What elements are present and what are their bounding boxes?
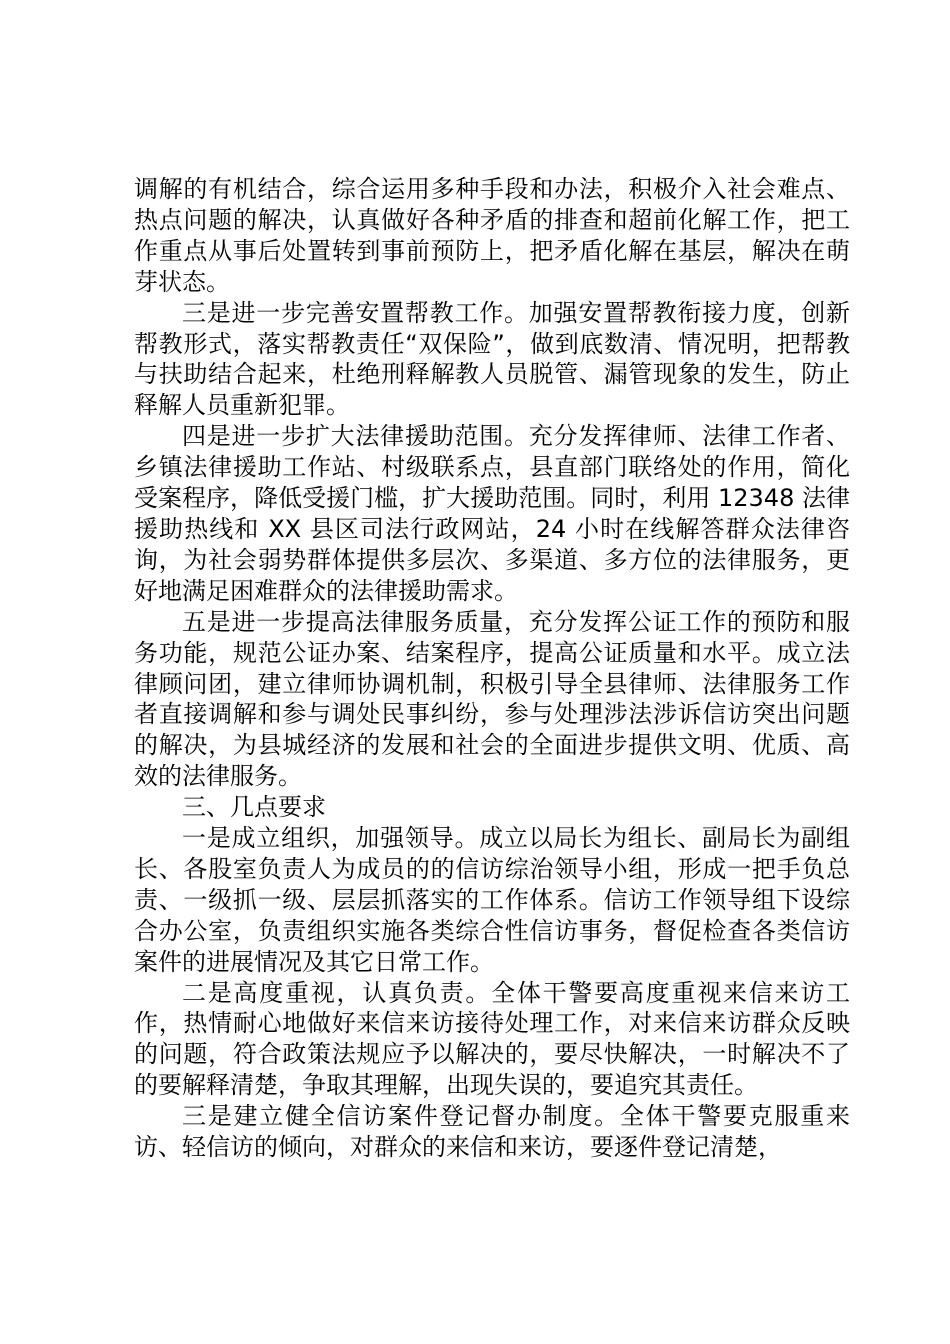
- document-page: [134, 174, 850, 1163]
- section-heading: 三、几点要求: [182, 793, 326, 822]
- paragraph-7: 三是建立健全信访案件登记督办制度。全体干警要克服重来访、轻信访的倾向，对群众的来信和来访，要逐件登记清楚，: [134, 1102, 850, 1162]
- paragraph-4: 五是进一步提高法律服务质量，充分发挥公证工作的预防和服务功能，规范公证办案、结案程序，提高公证质量和水平。成立法律顾问团，建立律师协调机制，积极引导全县律师、法律服务工作者直接调解和参与调处民事纠纷，参与处理涉法涉诉信访突出问题的解决，为县城经济的发展和社会的全面进步提供文明、优质、高效的法律服务。: [134, 607, 850, 791]
- paragraph-2: 三是进一步完善安置帮教工作。加强安置帮教衔接力度，创新帮教形式，落实帮教责任“双保险”，做到底数清、情况明，把帮教与扶助结合起来，杜绝刑释解教人员脱管、漏管现象的发生，防止释解人员重新犯罪。: [134, 298, 850, 420]
- paragraph-1: 调解的有机结合，综合运用多种手段和办法，积极介入社会难点、热点问题的解决，认真做好各种矛盾的排查和超前化解工作，把工作重点从事后处置转到事前预防上，把矛盾化解在基层，解决在萌芽状态。: [134, 175, 850, 296]
- paragraph-3: 四是进一步扩大法律援助范围。充分发挥律师、法律工作者、乡镇法律援助工作站、村级联系点，县直部门联络处的作用，简化受案程序，降低受援门槛，扩大援助范围。同时，利用 12348 法律援助热线和 XX 县区司法行政网站，24 小时在线解答群众法律咨询，为社会弱势群体提供多层次、多渠道、多方位的法律服务，更好地满足困难群众的法律援助需求。: [134, 422, 850, 605]
- paragraph-6: 二是高度重视，认真负责。全体干警要高度重视来信来访工作，热情耐心地做好来信来访接待处理工作，对来信来访群众反映的问题，符合政策法规应予以解决的，要尽快解决，一时解决不了的要解释清楚，争取其理解，出现失误的，要追究其责任。: [134, 978, 850, 1100]
- paragraph-5: 一是成立组织，加强领导。成立以局长为组长、副局长为副组长、各股室负责人为成员的的信访综治领导小组，形成一把手负总责、一级抓一级、层层抓落实的工作体系。信访工作领导组下设综合办公室，负责组织实施各类综合性信访事务，督促检查各类信访案件的进展情况及其它日常工作。: [134, 824, 850, 976]
